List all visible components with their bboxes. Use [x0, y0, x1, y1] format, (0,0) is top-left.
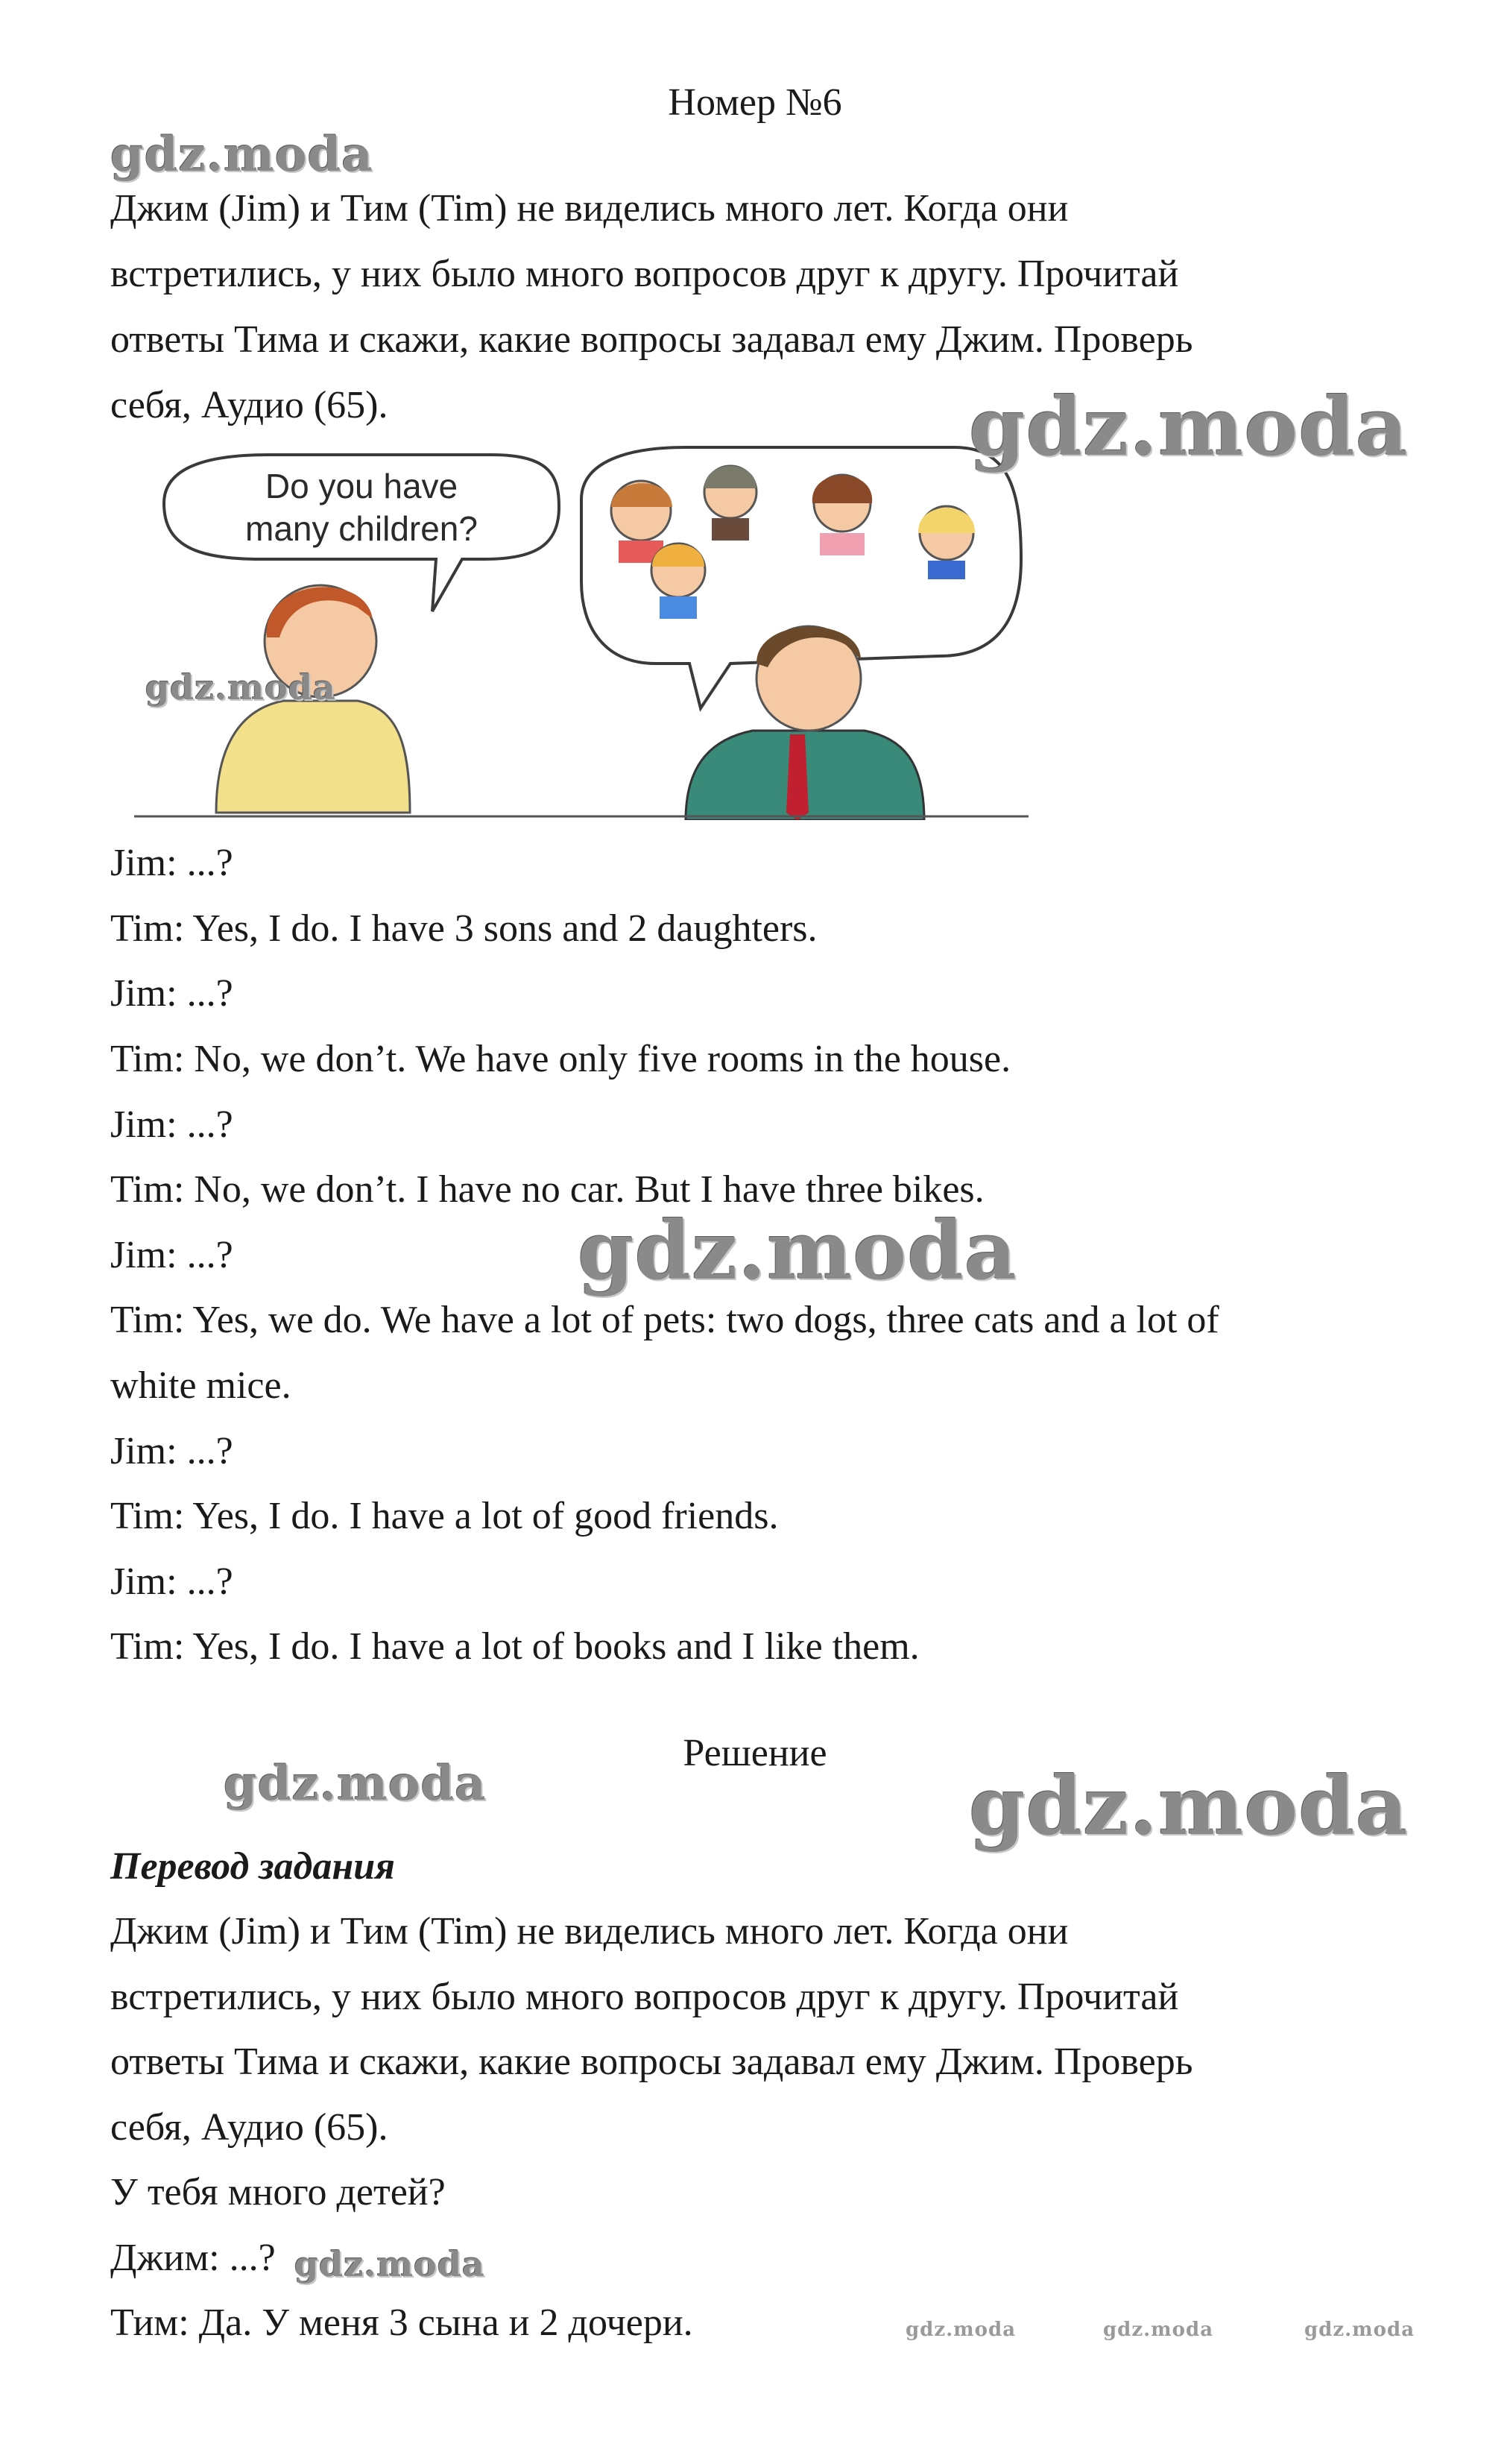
dialogue-line: Tim: Yes, we do. We have a lot of pets: two dogs, three cats and a lot of [110, 1299, 1219, 1341]
task-line: ответы Тима и скажи, какие вопросы задавал ему Джим. Проверь [110, 318, 1193, 361]
solution-line: ответы Тима и скажи, какие вопросы задавал ему Джим. Проверь [110, 2041, 1193, 2083]
watermark: gdz.moda [1103, 2319, 1214, 2341]
page-title: Номер №6 [668, 81, 842, 124]
watermark: gdz.moda [969, 380, 1409, 474]
dialogue-line: Tim: No, we don’t. I have no car. But I have three bikes. [110, 1168, 985, 1211]
solution-heading: Решение [683, 1732, 827, 1774]
watermark: gdz.moda [1304, 2319, 1415, 2341]
dialogue-line: Jim: ...? [110, 972, 233, 1015]
solution-line: Джим (Jim) и Тим (Tim) не виделись много лет. Когда они [110, 1910, 1069, 1953]
solution-line: Джим: ...? [110, 2237, 276, 2279]
watermark: gdz.moda [906, 2319, 1017, 2341]
watermark: gdz.moda [145, 667, 336, 708]
child-face [704, 466, 756, 541]
dialogue-line: Jim: ...? [110, 1430, 233, 1472]
dialogue-line: Tim: Yes, I do. I have a lot of good friends. [110, 1495, 779, 1537]
watermark: gdz.moda [224, 1756, 487, 1812]
watermark: gdz.moda [969, 1759, 1409, 1853]
solution-subheading: Перевод задания [110, 1845, 395, 1888]
task-line: встретились, у них было много вопросов друг к другу. Прочитай [110, 253, 1179, 295]
watermark: gdz.moda [578, 1204, 1017, 1298]
man-left [216, 585, 410, 813]
speech-bubble-line1: Do you have [265, 467, 458, 505]
task-line: себя, Аудио (65). [110, 384, 388, 426]
solution-line: Тим: Да. У меня 3 сына и 2 дочери. [110, 2301, 693, 2344]
speech-bubble [164, 455, 559, 611]
dialogue-line: Jim: ...? [110, 842, 233, 884]
task-line: Джим (Jim) и Тим (Tim) не виделись много лет. Когда они [110, 187, 1069, 230]
dialogue-line: Jim: ...? [110, 1560, 233, 1603]
solution-line: себя, Аудио (65). [110, 2106, 388, 2149]
dialogue-line: Tim: Yes, I do. I have 3 sons and 2 daughters. [110, 907, 818, 950]
child-face [812, 475, 872, 555]
dialogue-line: Tim: Yes, I do. I have a lot of books and I like them. [110, 1625, 920, 1668]
dialogue-line: white mice. [110, 1364, 291, 1407]
speech-bubble-line2: many children? [245, 509, 478, 548]
solution-line: встретились, у них было много вопросов друг к другу. Прочитай [110, 1976, 1179, 2018]
watermark: gdz.moda [294, 2244, 485, 2284]
watermark: gdz.moda [110, 127, 373, 183]
illustration [134, 440, 1029, 820]
solution-line: У тебя много детей? [110, 2171, 446, 2213]
dialogue-line: Tim: No, we don’t. We have only five rooms in the house. [110, 1038, 1011, 1080]
dialogue-line: Jim: ...? [110, 1103, 233, 1146]
dialogue-line: Jim: ...? [110, 1234, 233, 1276]
